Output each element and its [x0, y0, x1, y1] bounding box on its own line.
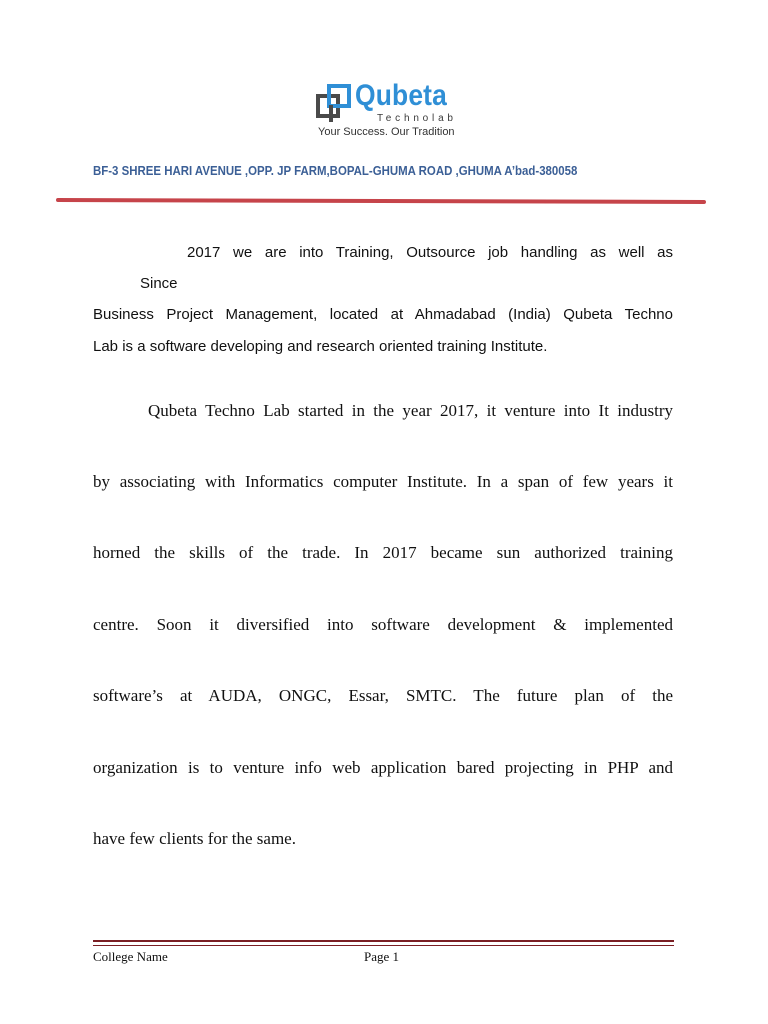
history-line-3: horned the skills of the trade. In 2017 became sun authorized training — [93, 543, 673, 562]
intro-line-1: 2017 we are into Training, Outsource job handling as well as — [187, 244, 673, 261]
intro-since-word: Since — [140, 275, 178, 292]
footer-page-number: Page 1 — [364, 949, 400, 964]
history-line-6: organization is to venture info web application bared projecting in PHP and — [93, 758, 673, 777]
history-line-7: have few clients for the same. — [93, 829, 296, 848]
company-logo — [316, 79, 466, 142]
history-line-2: by associating with Informatics computer Institute. In a span of few years it — [93, 472, 673, 491]
company-address: BF-3 SHREE HARI AVENUE ,OPP. JP FARM,BOPAL-GHUMA ROAD ,GHUMA A’bad-380058 — [93, 163, 578, 178]
history-line-5: software’s at AUDA, ONGC, Essar, SMTC. The future plan of the — [93, 686, 673, 705]
footer-college-name: College Name — [93, 949, 168, 964]
logo-tagline: Your Success. Our Tradition — [318, 126, 455, 138]
header-divider — [56, 198, 706, 204]
logo-subtitle: Technolab — [377, 113, 457, 124]
history-line-1: Qubeta Techno Lab started in the year 2017, it venture into It industry — [148, 401, 673, 420]
qubeta-logo-mark-icon — [316, 84, 352, 124]
logo-name: Qubeta — [355, 79, 448, 112]
footer-divider-thin — [93, 945, 674, 946]
intro-line-2: Business Project Management, located at Ahmadabad (India) Qubeta Techno — [93, 306, 673, 323]
intro-line-3: Lab is a software developing and research oriented training Institute. — [93, 338, 548, 355]
footer-divider-thick — [93, 940, 674, 942]
history-line-4: centre. Soon it diversified into software development & implemented — [93, 615, 673, 634]
